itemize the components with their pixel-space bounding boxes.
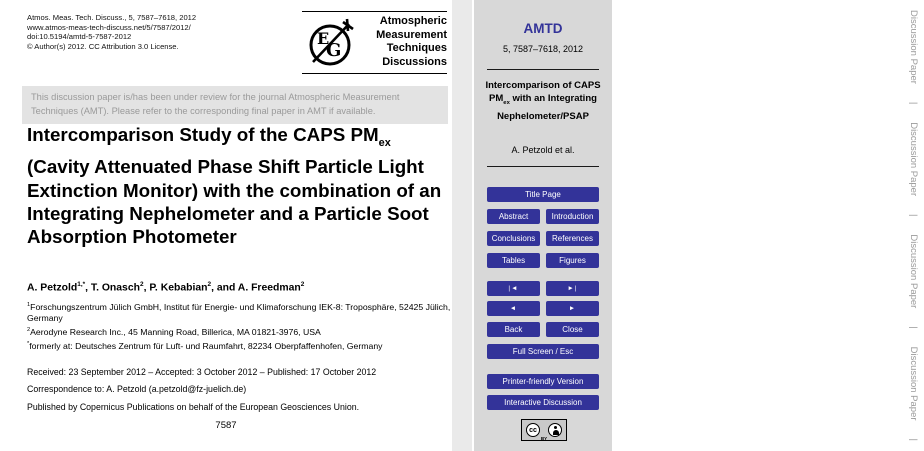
back-button[interactable]: Back <box>487 322 540 337</box>
strip-label: Discussion Paper <box>908 10 920 84</box>
abstract-button[interactable]: Abstract <box>487 209 540 224</box>
strip-separator: | <box>908 438 920 441</box>
journal-name-line: Discussions <box>382 55 447 68</box>
publisher-line: Published by Copernicus Publications on behalf of the European Geosciences Union. <box>27 402 360 412</box>
affiliation-item: $^2$Aerodyne Research Inc., 45 Manning Road, Billerica, MA 01821-3976, USA <box>27 326 321 337</box>
journal-name-line: Measurement <box>376 28 447 41</box>
title-part: (Cavity Attenuated Phase Shift Particle Light Extinction Monitor) with the combination of an Integrating Nephelometer and a Particle Soot Absorption Photometer <box>27 156 442 248</box>
references-button[interactable]: References <box>546 231 599 246</box>
cc-icon: cc <box>526 423 540 437</box>
affiliation-item: *formerly at: Deutsches Zentrum für Luft- und Raumfahrt, 82234 Oberpfaffenhofen, Germany <box>27 340 383 351</box>
close-button[interactable]: Close <box>546 322 599 337</box>
journal-url: www.atmos-meas-tech-discuss.net/5/7587/2012/ <box>27 22 191 32</box>
navigation-panel <box>472 0 612 451</box>
affiliations <box>27 300 451 352</box>
panel-paper-title: Intercomparison of CAPS $PM_{ex}$ with an Integrating Nephelometer/PSAP <box>485 80 601 122</box>
logo-rule-top <box>302 11 447 12</box>
panel-divider <box>487 69 599 70</box>
journal-name-line: Techniques <box>386 42 447 55</box>
page-number: 7587 <box>215 420 237 431</box>
paper-title <box>27 123 447 249</box>
conclusions-button[interactable]: Conclusions <box>487 231 540 246</box>
affiliation-item: $^1$Forschungszentrum Jülich GmbH, Institut für Energie- und Klimaforschung IEK-8: Troposphäre, 52425 Jülich, Germany <box>27 301 451 324</box>
title-subscript: ex <box>378 136 391 149</box>
skip-to-start-icon: |◄ <box>508 284 519 292</box>
review-status-banner: This discussion paper is/has been under review for the journal Atmospheric Measurement Techniques (AMT). Please refer to the corresponding final paper in AMT if available. <box>22 86 448 124</box>
received-accepted-published: Received: 23 September 2012 – Accepted: 3 October 2012 – Published: 17 October 2012 <box>27 367 377 377</box>
paper-title-page <box>0 0 452 451</box>
person-icon <box>548 423 562 437</box>
license-line: © Author(s) 2012. CC Attribution 3.0 License. <box>27 41 179 51</box>
previous-icon: ◄ <box>509 304 518 312</box>
svg-text:E: E <box>317 29 330 48</box>
panel-citation: 5, 7587–7618, 2012 <box>502 44 584 54</box>
correspondence-line: Correspondence to: A. Petzold (a.petzold@fz-juelich.de) <box>27 384 247 394</box>
citation-header <box>27 13 196 51</box>
by-label: BY <box>540 435 548 441</box>
journal-name-line: Atmospheric <box>379 15 447 27</box>
egu-globe-icon <box>303 15 359 76</box>
strip-separator: | <box>908 214 920 217</box>
strip-label: Discussion Paper <box>908 122 920 197</box>
introduction-button[interactable]: Introduction <box>546 209 599 224</box>
title-part: Intercomparison Study of the CAPS PM <box>27 124 379 145</box>
strip-label: Discussion Paper <box>908 234 920 309</box>
next-icon: ► <box>568 304 577 312</box>
interactive-discussion-button[interactable]: Interactive Discussion <box>487 395 599 410</box>
author-list: A. Petzold$^{1,*}$, T. Onasch$^2$, P. Kebabian$^2$, and A. Freedman$^2$ <box>27 281 305 294</box>
printer-friendly-button[interactable]: Printer-friendly Version <box>487 374 599 389</box>
next-page-button[interactable] <box>546 301 599 316</box>
panel-divider <box>487 166 599 167</box>
figures-button[interactable]: Figures <box>546 253 599 268</box>
journal-abbr: AMTD <box>523 21 563 36</box>
fullscreen-button[interactable]: Full Screen / Esc <box>487 344 599 359</box>
cc-by-license-badge[interactable] <box>521 419 567 441</box>
strip-label: Discussion Paper <box>908 346 920 421</box>
logo-rule-bottom <box>302 73 447 74</box>
panel-authors-short: A. Petzold et al. <box>511 145 575 155</box>
tables-button[interactable]: Tables <box>487 253 540 268</box>
discussion-paper-strip-text <box>904 0 924 451</box>
strip-separator: | <box>908 326 920 329</box>
last-page-button[interactable] <box>546 281 599 296</box>
doi-line: doi:10.5194/amtd-5-7587-2012 <box>27 32 132 42</box>
skip-to-end-icon: ►| <box>567 284 578 292</box>
first-page-button[interactable] <box>487 281 540 296</box>
svg-text:G: G <box>326 40 342 61</box>
citation-line: Atmos. Meas. Tech. Discuss., 5, 7587–7618, 2012 <box>27 13 197 22</box>
strip-separator: | <box>908 101 920 105</box>
previous-page-button[interactable] <box>487 301 540 316</box>
journal-name <box>355 15 447 69</box>
title-page-button[interactable]: Title Page <box>487 187 599 202</box>
